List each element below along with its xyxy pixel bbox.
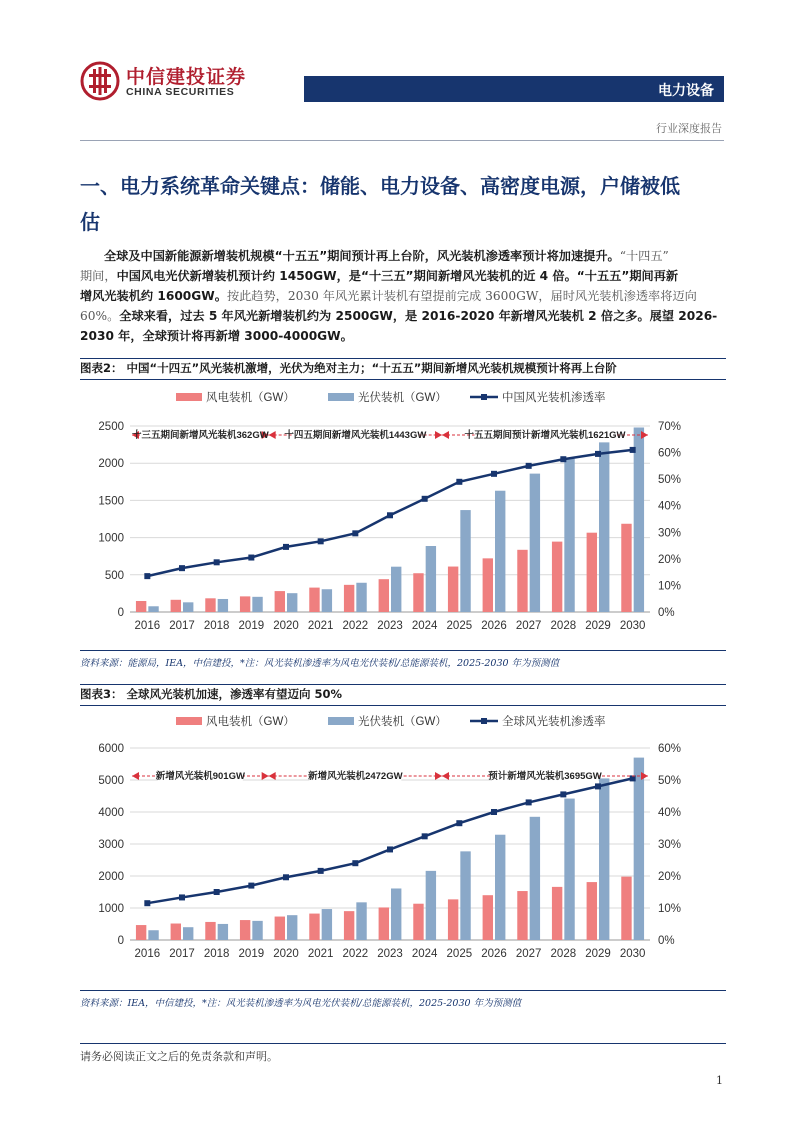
footer-disclaimer: 请务必阅读正文之后的免责条款和声明。	[80, 1050, 278, 1063]
bar-wind	[517, 550, 527, 612]
company-name-en: CHINA SECURITIES	[126, 86, 235, 98]
penetration-point	[456, 479, 462, 485]
bar-pv	[322, 909, 332, 940]
y2-tick-label: 50%	[658, 775, 682, 787]
penetration-point	[560, 791, 566, 797]
x-tick-label: 2021	[307, 948, 334, 960]
bar-pv	[287, 593, 297, 612]
penetration-point	[526, 799, 532, 805]
y-tick-label: 1500	[98, 495, 124, 508]
x-tick-label: 2025	[446, 620, 473, 632]
y2-tick-label: 50%	[658, 474, 682, 487]
bar-wind	[448, 899, 458, 940]
period-arrow-left	[132, 772, 139, 780]
bar-wind	[587, 533, 597, 612]
period-arrow-right	[641, 772, 648, 780]
figure3-chart	[80, 708, 726, 972]
penetration-point	[144, 900, 150, 906]
penetration-point	[318, 538, 324, 544]
x-tick-label: 2023	[377, 948, 403, 960]
bar-wind	[413, 573, 423, 612]
figure2-title	[80, 360, 726, 376]
legend-swatch-pv	[328, 717, 354, 725]
bar-pv	[252, 597, 262, 612]
paragraph-line	[80, 306, 726, 326]
bar-wind	[171, 600, 181, 612]
bar-wind	[621, 524, 631, 612]
bar-wind	[240, 596, 250, 612]
bar-wind	[517, 891, 527, 940]
bar-pv	[634, 427, 644, 612]
y2-tick-label: 30%	[658, 839, 682, 851]
section-title-line2: 估	[80, 210, 100, 234]
bar-wind	[621, 877, 631, 940]
y2-tick-label: 70%	[658, 421, 682, 433]
x-tick-label: 2028	[550, 948, 577, 960]
penetration-point	[214, 559, 220, 565]
x-tick-label: 2027	[515, 620, 542, 632]
bar-pv	[564, 459, 574, 612]
x-tick-label: 2023	[377, 620, 403, 632]
x-tick-label: 2029	[585, 620, 611, 632]
figure3-source: 资料来源：IEA，中信建投，*注：风光装机渗透率为风电光伏装机/总能源装机，2025-2030 年为预测值	[80, 998, 522, 1009]
x-tick-label: 2018	[203, 948, 230, 960]
bar-pv	[148, 606, 158, 612]
penetration-point	[456, 820, 462, 826]
period-arrow-right	[641, 431, 648, 439]
y2-tick-label: 20%	[658, 871, 682, 883]
period-label: 十五五期间预计新增风光装机1621GW	[464, 430, 626, 441]
bar-pv	[530, 817, 540, 940]
china-securities-logo-icon	[80, 61, 120, 101]
penetration-point	[630, 447, 636, 453]
bar-wind	[552, 542, 562, 612]
bar-pv	[183, 602, 193, 612]
penetration-point	[595, 783, 601, 789]
figure2-chart	[80, 382, 726, 646]
x-tick-label: 2016	[134, 948, 161, 960]
legend-swatch-wind	[176, 717, 202, 725]
regular-text: 按此趋势，2030 年风光累计装机有望提前完成 3600GW，届时风光装机渗透率将迈向	[226, 289, 697, 303]
x-tick-label: 2024	[411, 620, 438, 632]
penetration-point	[491, 809, 497, 815]
bar-pv	[460, 510, 470, 612]
period-label: 新增风光装机2472GW	[308, 771, 403, 782]
bar-wind	[552, 887, 562, 940]
y-tick-label: 0	[117, 935, 124, 947]
paragraph-line	[80, 326, 726, 346]
penetration-point	[283, 874, 289, 880]
bar-pv	[322, 589, 332, 612]
legend-swatch-pv	[328, 393, 354, 401]
figure2-source: 资料来源：能源局，IEA，中信建投，*注：风光装机渗透率为风电光伏装机/总能源装机，2025-2030 年为预测值	[80, 658, 560, 669]
logo	[80, 61, 120, 101]
bar-wind	[136, 925, 146, 940]
paragraph-line	[80, 246, 726, 266]
bar-pv	[634, 758, 644, 940]
y-tick-label: 1000	[98, 903, 124, 915]
legend-marker-penetration	[481, 394, 487, 400]
page-number: 1	[716, 1074, 723, 1087]
y2-tick-label: 40%	[658, 807, 682, 819]
x-tick-label: 2018	[203, 620, 230, 632]
x-tick-label: 2024	[411, 948, 438, 960]
bar-pv	[218, 599, 228, 612]
legend-label-penetration: 全球风光装机渗透率	[502, 716, 606, 728]
x-tick-label: 2022	[342, 948, 369, 960]
bar-pv	[183, 927, 193, 940]
bar-pv	[599, 778, 609, 940]
x-tick-label: 2020	[273, 620, 299, 632]
x-tick-label: 2030	[619, 948, 646, 960]
bar-wind	[379, 579, 389, 612]
y2-tick-label: 40%	[658, 500, 682, 513]
penetration-point	[387, 846, 393, 852]
period-label: 十三五期间新增风光装机362GW	[131, 430, 269, 441]
bar-pv	[218, 924, 228, 940]
sector-bar	[304, 76, 724, 102]
bar-wind	[205, 598, 215, 612]
bold-text: 全球来看，过去 5 年风光新增装机约为 2500GW，是 2016-2020 年新增风光装机 2 倍之多。展望 2026-	[119, 309, 718, 323]
penetration-point	[491, 471, 497, 477]
penetration-point	[179, 565, 185, 571]
bar-wind	[483, 558, 493, 612]
penetration-point	[422, 833, 428, 839]
x-tick-label: 2026	[481, 620, 507, 632]
report-type: 行业深度报告	[656, 122, 722, 135]
period-arrow-right	[435, 772, 442, 780]
figure3-title-rule	[80, 705, 726, 706]
period-label: 十四五期间新增风光装机1443GW	[284, 430, 427, 441]
penetration-point	[214, 889, 220, 895]
legend-label-pv: 光伏装机（GW）	[358, 716, 447, 728]
y2-tick-label: 0%	[658, 607, 675, 619]
y2-tick-label: 0%	[658, 935, 675, 947]
x-tick-label: 2026	[481, 948, 507, 960]
x-tick-label: 2028	[550, 620, 577, 632]
y-tick-label: 6000	[98, 743, 124, 755]
y-tick-label: 4000	[98, 807, 124, 819]
figure3-top-rule	[80, 684, 726, 685]
y-tick-label: 3000	[98, 839, 124, 851]
section-title-line1: 一、电力系统革命关键点：储能、电力设备、高密度电源，户储被低	[80, 174, 680, 198]
x-tick-label: 2027	[515, 948, 542, 960]
y-tick-label: 2500	[98, 421, 124, 433]
y-tick-label: 1000	[98, 532, 124, 545]
figure2-top-rule	[80, 358, 726, 359]
period-label: 预计新增风光装机3695GW	[488, 771, 602, 782]
bar-wind	[587, 882, 597, 940]
figure2-title-text: 中国“十四五”风光装机激增，光伏为绝对主力；“十五五”期间新增风光装机规模预计将再上台阶	[126, 361, 617, 375]
period-arrow-right	[435, 431, 442, 439]
header-divider	[80, 140, 724, 141]
penetration-point	[352, 530, 358, 536]
penetration-point	[318, 868, 324, 874]
bar-wind	[413, 904, 423, 940]
y-tick-label: 2000	[98, 871, 124, 883]
legend-swatch-wind	[176, 393, 202, 401]
x-tick-label: 2020	[273, 948, 299, 960]
figure3-title-text: 全球风光装机加速，渗透率有望迈向 50%	[126, 687, 343, 701]
penetration-point	[248, 883, 254, 889]
y2-tick-label: 10%	[658, 580, 682, 593]
bold-text: 中国风电光伏新增装机预计约 1450GW，是“十三五”期间新增风光装机的近 4 倍。“十五五”期间再新	[116, 269, 679, 283]
period-arrow-left	[269, 431, 276, 439]
bar-wind	[448, 567, 458, 612]
penetration-point	[560, 456, 566, 462]
penetration-point	[387, 512, 393, 518]
bar-pv	[287, 915, 297, 940]
bar-pv	[599, 442, 609, 612]
footer-rule	[80, 1043, 726, 1044]
bar-wind	[483, 895, 493, 940]
bar-pv	[252, 921, 262, 940]
body-paragraph	[80, 246, 726, 346]
penetration-point	[422, 496, 428, 502]
bar-pv	[564, 799, 574, 940]
bold-text: 2030 年，全球预计将再新增 3000-4000GW。	[80, 329, 353, 343]
x-tick-label: 2019	[238, 948, 265, 960]
paragraph-line	[80, 286, 726, 306]
penetration-point	[144, 573, 150, 579]
bar-pv	[391, 888, 401, 940]
regular-text: 期间，	[80, 269, 117, 283]
penetration-point	[595, 451, 601, 457]
penetration-point	[248, 555, 254, 561]
bar-pv	[391, 567, 401, 612]
y2-tick-label: 20%	[658, 553, 682, 566]
bar-pv	[356, 583, 366, 612]
period-label: 新增风光装机901GW	[155, 771, 245, 782]
regular-text: “十四五”	[619, 249, 669, 263]
legend-label-penetration: 中国风光装机渗透率	[502, 392, 606, 404]
figure2-title-rule	[80, 379, 726, 380]
y-tick-label: 2000	[98, 458, 124, 471]
figure2-label: 图表2：	[80, 361, 123, 375]
bar-wind	[205, 922, 215, 940]
x-tick-label: 2029	[585, 948, 611, 960]
bar-wind	[344, 911, 354, 940]
bar-pv	[356, 902, 366, 940]
figure3-bottom-rule	[80, 990, 726, 991]
y2-tick-label: 60%	[658, 743, 682, 755]
penetration-point	[179, 894, 185, 900]
period-arrow-left	[442, 772, 449, 780]
bar-pv	[148, 930, 158, 940]
bar-pv	[460, 851, 470, 940]
figure2-bottom-rule	[80, 650, 726, 651]
period-arrow-left	[442, 431, 449, 439]
x-tick-label: 2022	[342, 620, 369, 632]
figure3-label: 图表3：	[80, 687, 123, 701]
period-arrow-right	[262, 772, 269, 780]
penetration-line	[147, 778, 632, 903]
x-tick-label: 2016	[134, 620, 161, 632]
bar-wind	[171, 924, 181, 940]
y-tick-label: 0	[117, 607, 124, 619]
period-arrow-left	[269, 772, 276, 780]
y-tick-label: 5000	[98, 775, 124, 787]
penetration-point	[283, 544, 289, 550]
bar-wind	[240, 920, 250, 940]
bar-pv	[530, 474, 540, 612]
bar-wind	[275, 591, 285, 612]
y2-tick-label: 10%	[658, 903, 682, 915]
bar-wind	[309, 588, 319, 612]
x-tick-label: 2030	[619, 620, 646, 632]
paragraph-line	[80, 266, 726, 286]
y2-tick-label: 60%	[658, 447, 682, 460]
penetration-point	[352, 860, 358, 866]
legend-label-wind: 风电装机（GW）	[206, 716, 295, 728]
regular-text: 60%。	[80, 309, 120, 323]
bar-wind	[379, 907, 389, 940]
bar-pv	[495, 491, 505, 612]
x-tick-label: 2019	[238, 620, 265, 632]
y-tick-label: 500	[104, 569, 124, 582]
bar-pv	[426, 546, 436, 612]
bar-wind	[275, 917, 285, 940]
bar-pv	[495, 835, 505, 940]
legend-label-wind: 风电装机（GW）	[206, 392, 295, 404]
y2-tick-label: 30%	[658, 527, 682, 540]
x-tick-label: 2021	[307, 620, 334, 632]
sector-label: 电力设备	[658, 83, 714, 99]
company-name-cn: 中信建投证券	[126, 66, 247, 88]
bold-text: 全球及中国新能源新增装机规模“十五五”期间预计再上台阶，风光装机渗透率预计将加速提升。	[104, 249, 620, 263]
x-tick-label: 2025	[446, 948, 473, 960]
figure3-title	[80, 686, 726, 702]
x-tick-label: 2017	[169, 948, 195, 960]
bar-wind	[136, 601, 146, 612]
bar-wind	[309, 914, 319, 940]
bold-text: 增风光装机约 1600GW。	[80, 289, 227, 303]
bar-pv	[426, 871, 436, 940]
x-tick-label: 2017	[169, 620, 195, 632]
legend-label-pv: 光伏装机（GW）	[358, 392, 447, 404]
penetration-point	[526, 463, 532, 469]
bar-wind	[344, 585, 354, 612]
legend-marker-penetration	[481, 718, 487, 724]
